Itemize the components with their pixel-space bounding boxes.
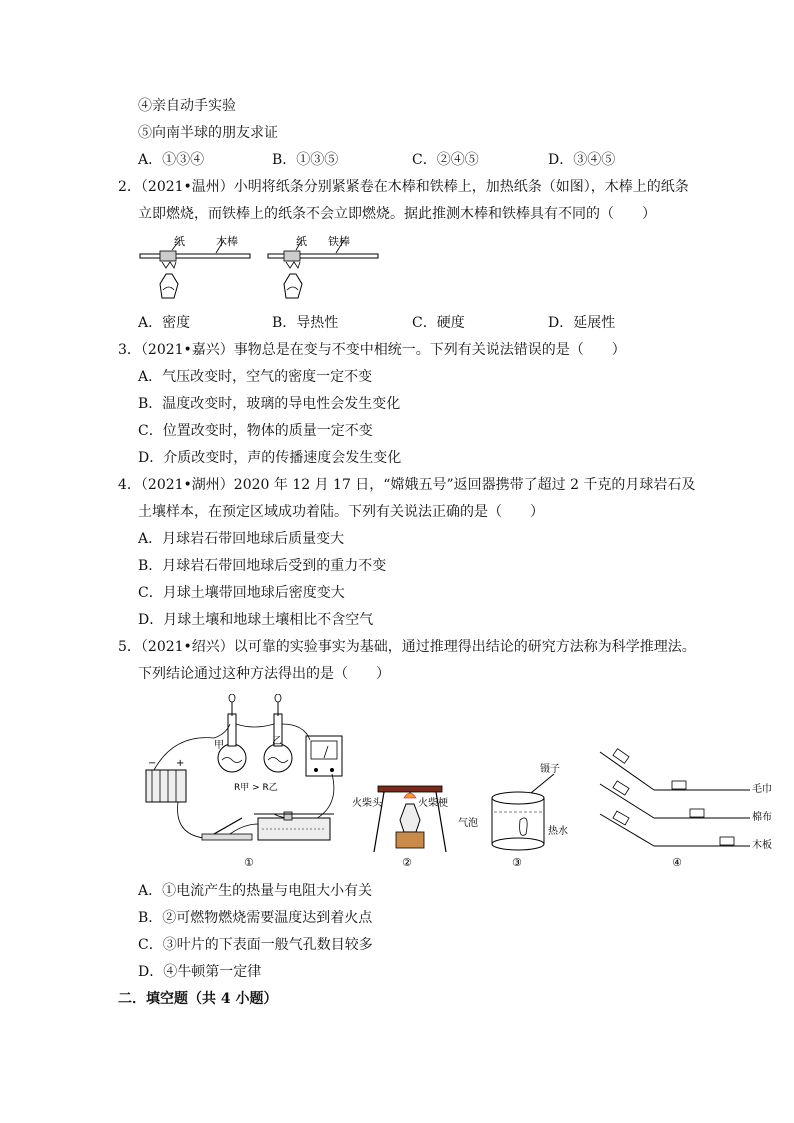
q2-stem-line1: 2．（2021•温州）小明将纸条分别紧紧卷在木棒和铁棒上，加热纸条（如图），木棒上的纸条 bbox=[118, 179, 689, 195]
q5-option-c: C．③叶片的下表面一般气孔数目较多 bbox=[138, 937, 373, 953]
q2-option-d: D．延展性 bbox=[548, 315, 616, 331]
q5-label-tweezers: 镊子 bbox=[540, 764, 560, 775]
q2-label-paper-1: 纸 bbox=[174, 235, 185, 248]
q4-stem-line2: 土壤样本，在预定区域成功着陆。下列有关说法正确的是（ ） bbox=[138, 504, 544, 520]
q5-fig4-number: ④ bbox=[672, 856, 682, 869]
q2-figure bbox=[136, 232, 386, 308]
q1-option-a: A．①③④ bbox=[138, 152, 205, 168]
q4-option-b: B．月球岩石带回地球后受到的重力不变 bbox=[138, 558, 387, 574]
q5-label-formula: R甲 > R乙 bbox=[234, 783, 278, 793]
q5-stem-line1: 5．（2021•绍兴）以可靠的实验事实为基础，通过推理得出结论的研究方法称为科学推理法。 bbox=[118, 639, 696, 655]
q3-option-c: C．位置改变时，物体的质量一定不变 bbox=[138, 423, 373, 439]
q3-option-d: D．介质改变时，声的传播速度会发生变化 bbox=[138, 450, 402, 466]
q4-option-d: D．月球土壤和地球土壤相比不含空气 bbox=[138, 612, 374, 628]
q2-option-a: A．密度 bbox=[138, 315, 191, 331]
q5-option-b: B．②可燃物燃烧需要温度达到着火点 bbox=[138, 910, 373, 926]
q2-iron-setup bbox=[268, 234, 378, 298]
q2-option-b: B．导热性 bbox=[272, 315, 339, 331]
q5-option-d: D．④牛顿第一定律 bbox=[138, 964, 262, 980]
q5-figure bbox=[134, 694, 774, 876]
q4-stem-line1: 4．（2021•湖州）2020 年 12 月 17 日，“嫦娥五号”返回器携带了超过 2 千克的月球岩石及 bbox=[118, 477, 696, 493]
q5-label-jia: 甲 bbox=[214, 740, 224, 751]
q1-option-c: C．②④⑤ bbox=[412, 152, 479, 168]
q5-fig2-number: ② bbox=[402, 856, 412, 869]
q1-item-4: ④亲自动手实验 bbox=[138, 98, 236, 114]
q2-label-wood-rod: 木棒 bbox=[216, 235, 238, 248]
q5-label-match-head: 火柴头 bbox=[352, 798, 382, 809]
svg-text:−: − bbox=[148, 758, 157, 769]
q1-option-b: B．①③⑤ bbox=[272, 152, 339, 168]
q1-option-d: D．③④⑤ bbox=[548, 152, 616, 168]
q5-fig1-number: ① bbox=[244, 856, 254, 869]
q5-label-cotton: 棉布 bbox=[752, 812, 772, 823]
q5-label-yi: 乙 bbox=[272, 736, 282, 747]
q5-fig2-combustion bbox=[352, 786, 448, 869]
q5-label-match-stick: 火柴梗 bbox=[418, 798, 448, 809]
q5-fig1-circuit bbox=[146, 694, 342, 869]
q5-label-board: 木板 bbox=[752, 840, 772, 851]
q2-label-paper-2: 纸 bbox=[296, 235, 307, 248]
q5-fig3-number: ③ bbox=[512, 856, 522, 869]
q5-label-bubble: 气泡 bbox=[458, 818, 478, 829]
svg-text:+: + bbox=[176, 758, 185, 769]
q2-label-iron-rod: 铁棒 bbox=[328, 235, 350, 248]
q3-stem: 3．（2021•嘉兴）事物总是在变与不变中相统一。下列有关说法错误的是（ ） bbox=[118, 342, 626, 358]
q5-fig4-inclines bbox=[600, 749, 772, 869]
q2-stem-line2: 立即燃烧，而铁棒上的纸条不会立即燃烧。据此推测木棒和铁棒具有不同的（ ） bbox=[138, 206, 656, 222]
q2-option-c: C．硬度 bbox=[412, 315, 465, 331]
q1-item-5: ⑤向南半球的朋友求证 bbox=[138, 125, 278, 141]
q5-fig3-beaker bbox=[458, 762, 568, 869]
q5-stem-line2: 下列结论通过这种方法得出的是（ ） bbox=[138, 666, 390, 682]
q3-option-a: A．气压改变时，空气的密度一定不变 bbox=[138, 369, 373, 385]
q5-option-a: A．①电流产生的热量与电阻大小有关 bbox=[138, 883, 373, 899]
q4-option-a: A．月球岩石带回地球后质量变大 bbox=[138, 531, 345, 547]
section2-heading: 二．填空题（共 4 小题） bbox=[118, 991, 278, 1007]
q5-label-towel: 毛巾 bbox=[752, 784, 772, 795]
q4-option-c: C．月球土壤带回地球后密度变大 bbox=[138, 585, 345, 601]
q2-wood-setup bbox=[140, 234, 250, 298]
q3-option-b: B．温度改变时，玻璃的导电性会发生变化 bbox=[138, 396, 401, 412]
q5-label-hot-water: 热水 bbox=[548, 826, 568, 837]
